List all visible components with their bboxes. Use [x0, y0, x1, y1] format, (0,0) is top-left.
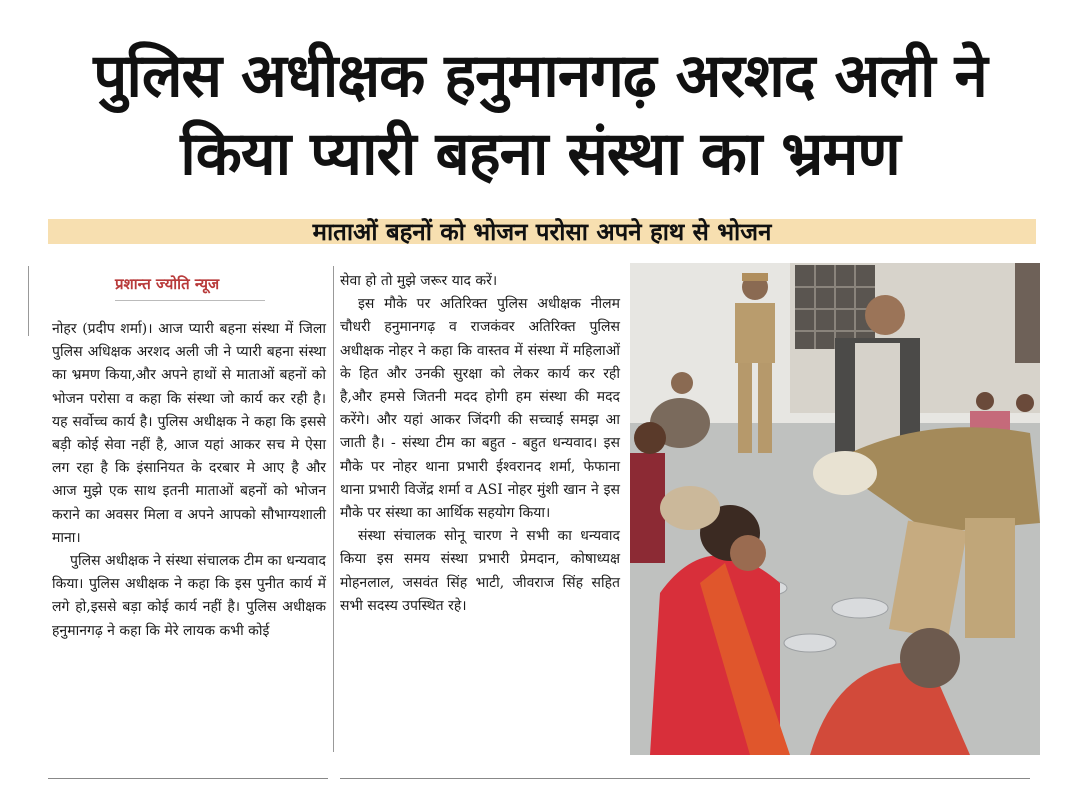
article-paragraph: संस्था संचालक सोनू चारण ने सभी का धन्यवाद किया इस समय संस्था प्रभारी प्रेमदान, कोषाध्यक्ष मोहनलाल, जसवंत सिंह भाटी, जीवराज सिंह सहित सभी सदस्य उपस्थित रहे।: [340, 528, 620, 614]
article-paragraph: पुलिस अधीक्षक ने संस्था संचालक टीम का धन्यवाद किया। पुलिस अधीक्षक ने कहा कि इस पुनीत कार्य में लगे हो,इससे बड़ा कोई कार्य नहीं है। पुलिस अधीक्षक हनुमानगढ़ ने कहा कि मेरे लायक कभी कोई: [52, 553, 326, 639]
headline-line-1: पुलिस अधीक्षक हनुमानगढ़ अरशद अली ने: [93, 41, 987, 111]
column-divider: [333, 266, 334, 752]
left-margin-rule: [28, 266, 29, 336]
news-photo-illustration: [630, 263, 1040, 755]
bottom-rule-right: [340, 778, 1030, 779]
article-column-1: [52, 318, 326, 643]
article-column-2: [340, 270, 620, 618]
article-paragraph: इस मौके पर अतिरिक्त पुलिस अधीक्षक नीलम चौधरी हनुमानगढ़ व राजकंवर अतिरिक्त पुलिस अधीक्षक नोहर ने कहा कि वास्तव में संस्था में महिलाओं के हित और उनकी सुरक्षा को लेकर कार्य कर रही है,और हमसे जितनी मदद होगी हम संस्था की मदद करेंगे। और यहां आकर जिंदगी की सच्चाई समझ आ जाती है। - संस्था टीम का बहुत - बहुत धन्यवाद। इस मौके पर नोहर थाना प्रभारी ईश्वरानद शर्मा, फेफाना थाना प्रभारी विजेंद्र शर्मा व ASI नोहर मुंशी खान ने इस मौके पर संस्था का आर्थिक सहयोग किया।: [340, 296, 620, 522]
article-paragraph: नोहर (प्रदीप शर्मा)। आज प्यारी बहना संस्था में जिला पुलिस अधिक्षक अरशद अली जी ने प्यारी बहना संस्था का भ्रमण किया,और अपने हाथों से माताओं बहनों को भोजन परोसा व कहा कि संस्था जो कार्य कर रही है। यह सर्वोच्च कार्य है। पुलिस अधीक्षक ने कहा कि इससे बड़ी कोई सेवा नहीं है, आज यहां आकर सच मे ऐसा लग रहा है कि इंसानियत के दरबार मे आए है और आज मुझे एक साथ इतनी माताओं बहनों को भोजन कराने का अवसर मिला व अपने आपको सौभाग्यशाली माना।: [52, 321, 326, 546]
byline-underline: [115, 300, 265, 301]
bottom-rule-left: [48, 778, 328, 779]
cropped-previous-text: [0, 0, 1080, 12]
headline-line-2: किया प्यारी बहना संस्था का भ्रमण: [180, 119, 900, 189]
article-paragraph: सेवा हो तो मुझे जरूर याद करें।: [340, 273, 498, 289]
cropped-next-text: [0, 783, 1080, 788]
news-photo: [630, 263, 1040, 755]
byline: प्रशान्त ज्योति न्यूज: [115, 275, 220, 293]
subheadline: माताओं बहनों को भोजन परोसा अपने हाथ से भोजन: [312, 218, 772, 246]
